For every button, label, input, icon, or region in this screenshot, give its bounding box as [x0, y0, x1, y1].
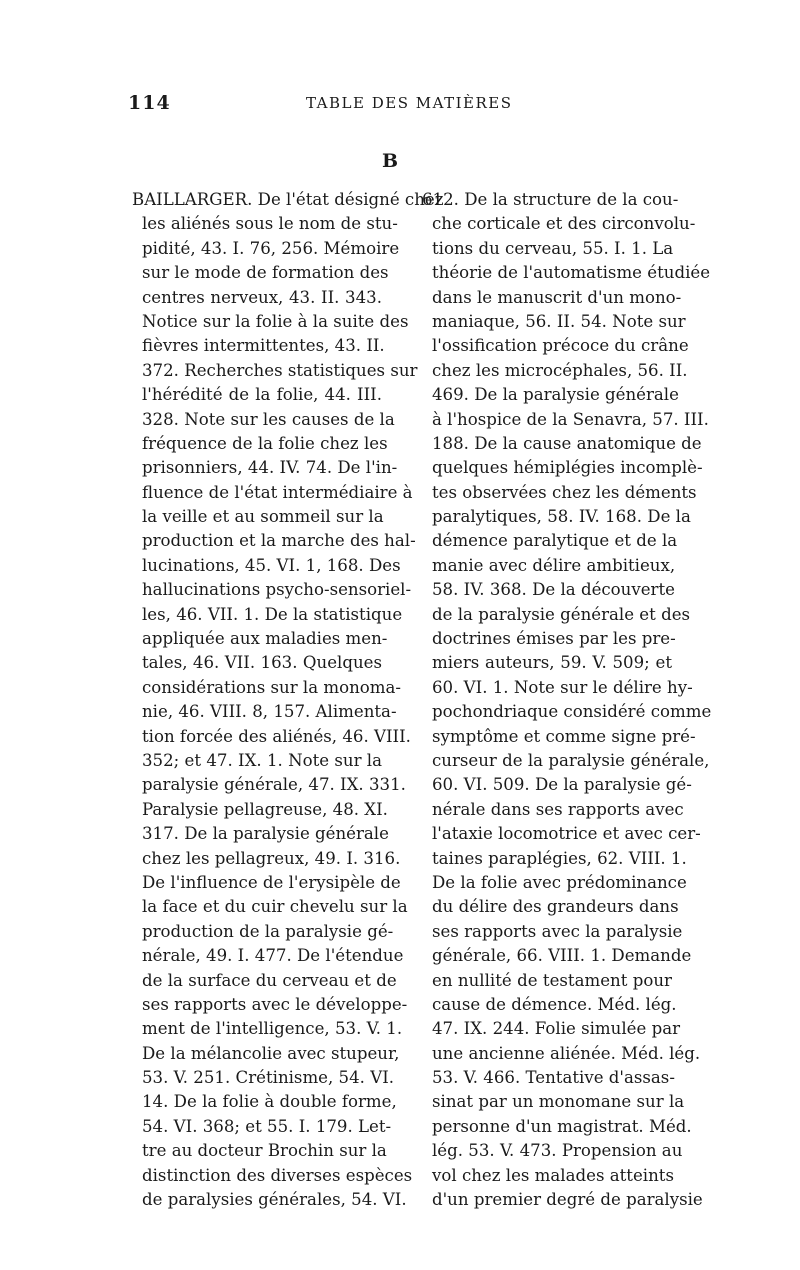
index-entry-line: 53. V. 251. Crétinisme, 54. VI. — [142, 1068, 395, 1088]
index-entry-line: manie avec délire ambitieux, — [432, 555, 676, 575]
index-entry-line: pidité, 43. I. 76, 256. Mémoire — [142, 238, 400, 258]
left-column — [132, 188, 444, 1212]
index-entry-line: ses rapports avec le développe- — [142, 994, 408, 1014]
index-entry-line: 328. Note sur les causes de la — [142, 409, 395, 429]
index-entry-line: paralysie générale, 47. IX. 331. — [142, 775, 406, 795]
index-entry-line: symptôme et comme signe pré- — [432, 726, 696, 746]
index-entry-line: production de la paralysie gé- — [142, 921, 394, 941]
index-entry-line: distinction des diverses espèces — [142, 1165, 413, 1185]
index-entry-line: nie, 46. VIII. 8, 157. Alimenta- — [142, 702, 397, 722]
index-entry-line: BAILLARGER. De l'état désigné chez — [132, 190, 444, 209]
index-entry-line: 47. IX. 244. Folie simulée par — [432, 1019, 681, 1039]
index-entry-line: tion forcée des aliénés, 46. VIII. — [142, 726, 411, 746]
index-entry-line: paralytiques, 58. IV. 168. De la — [432, 507, 691, 527]
index-entry-line: sinat par un monomane sur la — [432, 1092, 685, 1112]
index-entry-line: taines paraplégies, 62. VIII. 1. — [432, 848, 687, 868]
index-entry-line: Paralysie pellagreuse, 48. XI. — [142, 799, 388, 819]
index-entry-line: ment de l'intelligence, 53. V. 1. — [142, 1019, 403, 1039]
index-entry-line: 60. VI. 1. Note sur le délire hy- — [432, 677, 693, 697]
index-entry-line: fluence de l'état intermédiaire à — [142, 482, 413, 502]
index-entry-line: maniaque, 56. II. 54. Note sur — [432, 311, 686, 331]
index-entry-line: d'un premier degré de paralysie — [432, 1190, 703, 1210]
index-entry-line: lucinations, 45. VI. 1, 168. Des — [142, 555, 401, 575]
index-entry-line: De la mélancolie avec stupeur, — [142, 1043, 400, 1063]
page-number: 114 — [128, 92, 171, 114]
index-entry-line: démence paralytique et de la — [432, 531, 678, 551]
index-entry-line: 14. De la folie à double forme, — [142, 1092, 397, 1112]
index-entry-line: 612. De la structure de la cou- — [422, 190, 679, 209]
index-entry-line: chez les pellagreux, 49. I. 316. — [142, 848, 401, 868]
index-entry-line: fièvres intermittentes, 43. II. — [142, 336, 385, 356]
index-entry-line: 58. IV. 368. De la découverte — [432, 580, 675, 600]
index-entry-line: production et la marche des hal- — [142, 531, 416, 551]
index-entry-line: miers auteurs, 59. V. 509; et — [432, 653, 672, 673]
index-entry-line: Notice sur la folie à la suite des — [142, 311, 409, 331]
index-entry-line: tes observées chez les déments — [432, 482, 697, 502]
index-entry-line: lég. 53. V. 473. Propension au — [432, 1141, 683, 1161]
index-entry-line: 54. VI. 368; et 55. I. 179. Let- — [142, 1116, 392, 1136]
index-entry-line: 469. De la paralysie générale — [432, 385, 679, 405]
index-entry-line: che corticale et des circonvolu- — [432, 214, 696, 234]
index-entry-line: 317. De la paralysie générale — [142, 824, 389, 844]
index-entry-line: ses rapports avec la paralysie — [432, 921, 683, 941]
index-entry-line: fréquence de la folie chez les — [142, 433, 388, 453]
index-entry-line: la veille et au sommeil sur la — [142, 507, 384, 527]
index-entry-line: la face et du cuir chevelu sur la — [142, 897, 408, 917]
index-entry-line: les, 46. VII. 1. De la statistique — [142, 604, 403, 624]
index-entry-line: chez les microcéphales, 56. II. — [432, 360, 688, 380]
index-entry-line: une ancienne aliénée. Méd. lég. — [432, 1043, 701, 1063]
index-entry-line: de paralysies générales, 54. VI. — [142, 1190, 407, 1210]
index-entry-line: nérale, 49. I. 477. De l'étendue — [142, 946, 404, 966]
index-entry-line: 60. VI. 509. De la paralysie gé- — [432, 775, 692, 795]
index-entry-line: générale, 66. VIII. 1. Demande — [432, 946, 692, 966]
index-entry-line: l'ataxie locomotrice et avec cer- — [432, 824, 701, 844]
index-entry-line: appliquée aux maladies men- — [142, 629, 388, 649]
index-entry-line: de la paralysie générale et des — [432, 604, 691, 624]
index-entry-line: centres nerveux, 43. II. 343. — [142, 287, 382, 307]
index-entry-line: théorie de l'automatisme étudiée — [432, 263, 711, 283]
running-title: TABLE DES MATIÈRES — [306, 94, 513, 112]
index-entry-line: De l'influence de l'erysipèle de — [142, 872, 401, 892]
index-entry-line: doctrines émises par les pre- — [432, 629, 676, 649]
index-entry-line: quelques hémiplégies incomplè- — [432, 458, 703, 478]
index-entry-line: à l'hospice de la Senavra, 57. III. — [432, 409, 709, 429]
index-entry-line: hallucinations psycho-sensoriel- — [142, 580, 412, 600]
index-entry-line: les aliénés sous le nom de stu- — [142, 214, 398, 234]
index-entry-line: nérale dans ses rapports avec — [432, 799, 684, 819]
index-entry-line: tions du cerveau, 55. I. 1. La — [432, 238, 674, 258]
index-entry-line: pochondriaque considéré comme — [432, 702, 712, 722]
right-column — [422, 188, 712, 1212]
index-entry-line: sur le mode de formation des — [142, 263, 389, 283]
index-entry-line: 352; et 47. IX. 1. Note sur la — [142, 750, 382, 770]
index-entry-line: cause de démence. Méd. lég. — [432, 994, 677, 1014]
index-entry-line: 372. Recherches statistiques sur — [142, 360, 418, 380]
page-header — [0, 92, 800, 122]
index-entry-line: 53. V. 466. Tentative d'assas- — [432, 1068, 675, 1088]
index-entry-line: prisonniers, 44. IV. 74. De l'in- — [142, 458, 398, 478]
index-entry-line: tales, 46. VII. 163. Quelques — [142, 653, 382, 673]
section-letter: B — [382, 150, 399, 172]
index-entry-line: personne d'un magistrat. Méd. — [432, 1116, 692, 1136]
index-entry-line: de la surface du cerveau et de — [142, 970, 397, 990]
index-entry-line: considérations sur la monoma- — [142, 677, 402, 697]
index-entry-line: 188. De la cause anatomique de — [432, 433, 702, 453]
index-entry-line: en nullité de testament pour — [432, 970, 672, 990]
index-entry-line: l'ossification précoce du crâne — [432, 336, 689, 356]
index-entry-line: dans le manuscrit d'un mono- — [432, 287, 682, 307]
index-entry-line: curseur de la paralysie générale, — [432, 750, 710, 770]
index-entry-line: tre au docteur Brochin sur la — [142, 1141, 387, 1161]
index-entry-line: du délire des grandeurs dans — [432, 897, 679, 917]
index-entry-line: l'hérédité de la folie, 44. III. — [142, 385, 382, 405]
index-entry-line: vol chez les malades atteints — [432, 1165, 674, 1185]
index-entry-line: De la folie avec prédominance — [432, 872, 687, 892]
